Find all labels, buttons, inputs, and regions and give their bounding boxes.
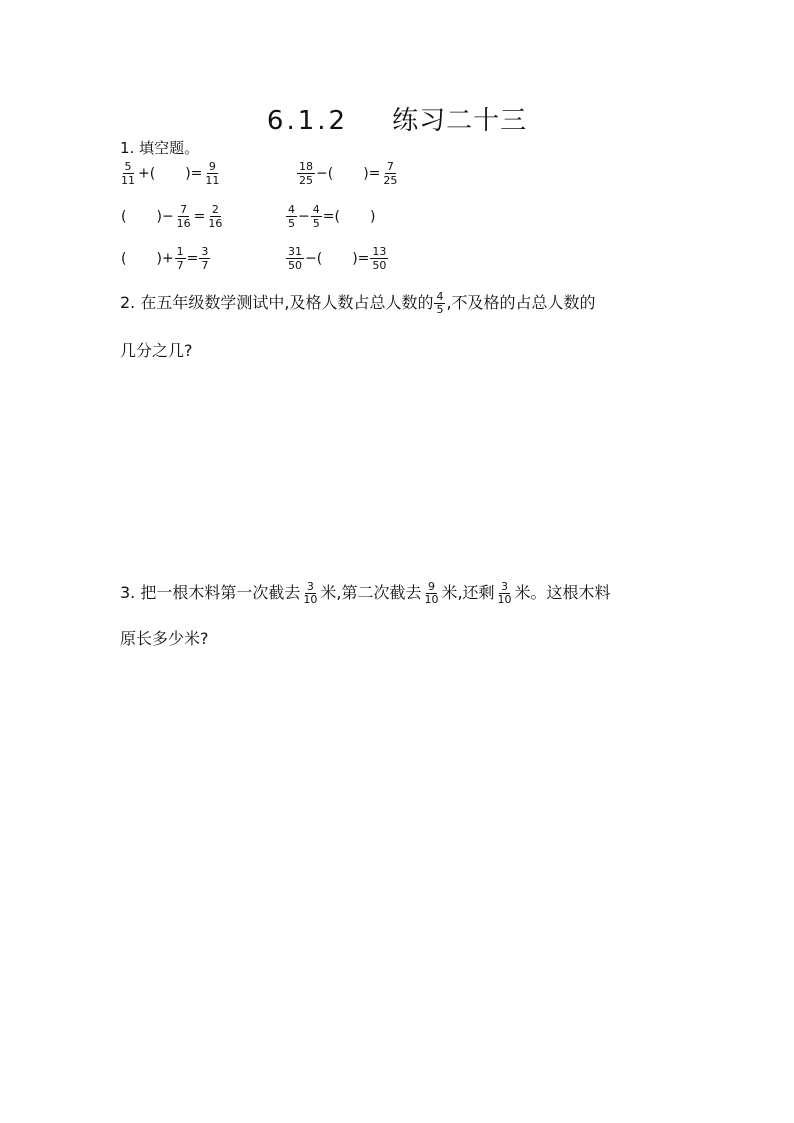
fraction: $\frac{9}{10}$ — [424, 580, 439, 606]
fraction: $\frac{4}{5}$ — [436, 290, 444, 316]
q1-row3-left: ( )+ $\frac{1}{7}$ = $\frac{3}{7}$ — [121, 245, 209, 272]
answer-blank[interactable]: ( ) — [121, 208, 162, 225]
answer-blank[interactable]: ( ) — [121, 250, 162, 267]
fraction: $\frac{7}{25}$ — [383, 160, 398, 187]
fraction: $\frac{5}{11}$ — [121, 160, 135, 187]
title-name: 练习二十三 — [392, 106, 528, 136]
operator: + — [161, 250, 174, 267]
question-2-line2: 几分之几? — [120, 341, 193, 360]
page-title — [0, 100, 794, 137]
fraction: $\frac{3}{7}$ — [201, 245, 209, 272]
fraction: $\frac{31}{50}$ — [288, 245, 302, 272]
q1-row1-right: $\frac{18}{25}$ −( )= $\frac{7}{25}$ — [299, 160, 398, 187]
q1-row2-left: ( )− $\frac{7}{16}$ = $\frac{2}{16}$ — [121, 203, 223, 230]
fraction: $\frac{1}{7}$ — [176, 245, 184, 272]
fraction: $\frac{18}{25}$ — [299, 160, 313, 187]
q1-row3-right: $\frac{31}{50}$ −( )= $\frac{13}{50}$ — [288, 245, 387, 272]
question-3-line2: 原长多少米? — [120, 629, 209, 648]
operator: − — [316, 165, 328, 182]
fraction: $\frac{9}{11}$ — [205, 160, 220, 187]
operator: − — [298, 208, 310, 225]
fraction: $\frac{3}{10}$ — [303, 580, 318, 606]
q1-row2-right: $\frac{4}{5}$ − $\frac{4}{5}$ =( ) — [288, 203, 376, 230]
fraction: $\frac{13}{50}$ — [372, 245, 387, 272]
operator: − — [161, 208, 174, 225]
answer-blank[interactable]: ( ) — [316, 250, 358, 267]
question-1-label: 1. 填空题。 — [120, 139, 200, 157]
fraction: $\frac{2}{16}$ — [208, 203, 223, 230]
question-2-line1: 2. 在五年级数学测试中,及格人数占总人数的 $\frac{4}{5}$ ,不及格的占总人数的 — [120, 290, 596, 316]
operator: − — [305, 250, 317, 267]
fraction: $\frac{3}{10}$ — [497, 580, 512, 606]
fraction: $\frac{7}{16}$ — [176, 203, 191, 230]
q1-row1-left: $\frac{5}{11}$ +( )= $\frac{9}{11}$ — [121, 160, 220, 187]
answer-blank[interactable]: ( ) — [149, 165, 191, 182]
fraction: $\frac{4}{5}$ — [312, 203, 320, 230]
question-3-line1: 3. 把一根木料第一次截去 $\frac{3}{10}$ 米,第二次截去 $\frac{9}{10}$ 米,还剩 $\frac{3}{10}$ 米。这根木料 — [120, 580, 611, 606]
answer-blank[interactable]: ( ) — [327, 165, 369, 182]
operator: + — [138, 165, 150, 182]
answer-blank[interactable]: ( ) — [334, 208, 376, 225]
title-number: 6.1.2 — [266, 106, 349, 136]
fraction: $\frac{4}{5}$ — [288, 203, 295, 230]
